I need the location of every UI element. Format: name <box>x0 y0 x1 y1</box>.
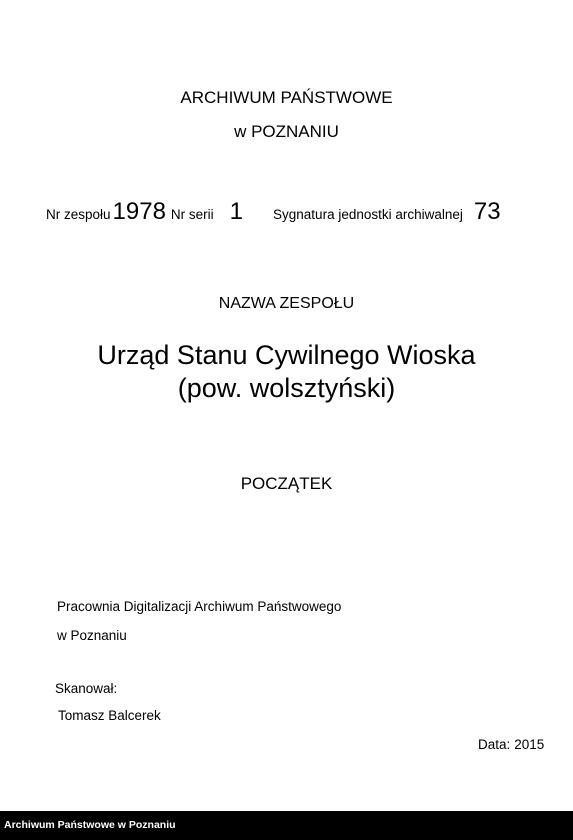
series-number-label: Nr serii <box>170 207 214 222</box>
fond-number-label: Nr zespołu <box>46 207 111 222</box>
date-row <box>478 737 544 752</box>
fond-number: 1978 <box>112 198 166 225</box>
scanned-by-label: Skanował: <box>55 681 118 696</box>
series-number: 1 <box>229 198 244 225</box>
signature-label: Sygnatura jednostki archiwalnej <box>273 207 463 222</box>
date-value: 2015 <box>514 737 545 752</box>
archive-city: w POZNANIU <box>234 122 339 141</box>
fond-name-heading: NAZWA ZESPOŁU <box>218 295 355 312</box>
fond-title <box>0 339 573 405</box>
fond-title-line-2: (pow. wolsztyński) <box>177 373 396 403</box>
signature-number: 73 <box>473 198 501 225</box>
digitization-city: w Poznaniu <box>57 628 127 643</box>
reference-row <box>46 198 501 226</box>
date-label: Data: <box>478 737 511 752</box>
archive-name: ARCHIWUM PAŃSTWOWE <box>180 88 393 107</box>
digitization-lab: Pracownia Digitalizacji Archiwum Państwowego <box>57 599 342 614</box>
footer-bar <box>0 811 573 840</box>
footer-text: Archiwum Państwowe w Poznaniu <box>4 819 176 831</box>
fond-title-line-1: Urząd Stanu Cywilnego Wioska <box>97 340 476 370</box>
scanner-name: Tomasz Balcerek <box>58 708 161 723</box>
section-label: POCZĄTEK <box>240 474 333 493</box>
